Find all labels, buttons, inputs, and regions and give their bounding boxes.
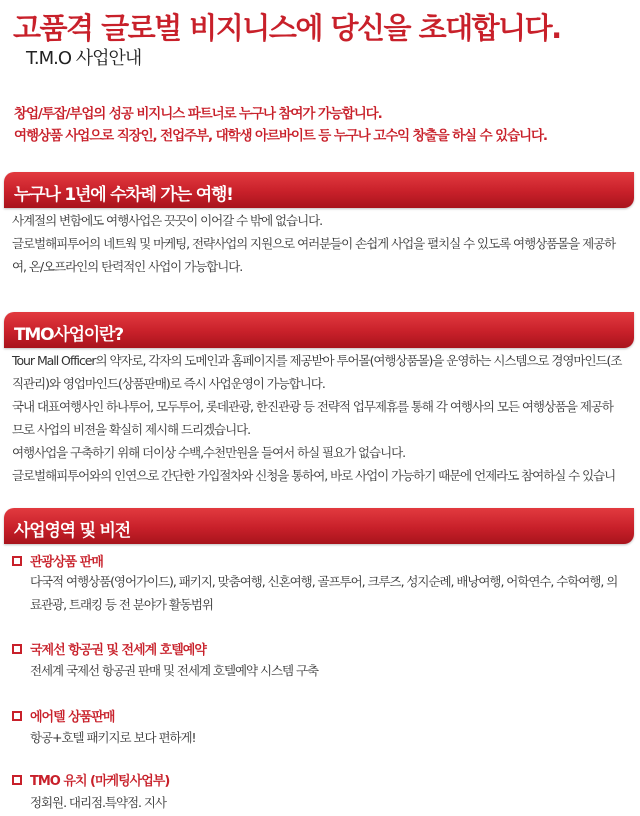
body-line: 므로 사업의 비젼을 확실히 제시해 드리겠습니다. <box>12 422 251 437</box>
section-travel-body <box>12 209 630 278</box>
square-bullet-icon <box>12 775 22 785</box>
body-line: 료관광, 트래킹 등 전 분야가 활동범위 <box>30 597 213 612</box>
business-item-airtel <box>12 706 114 725</box>
body-line: 전세계 국제선 항공권 판매 및 전세계 호텔예약 시스템 구축 <box>30 663 318 678</box>
page-title: 고품격 글로벌 비지니스에 당신을 초대합니다. <box>13 11 561 45</box>
item-label: TMO 유치 (마케팅사업부) <box>30 774 170 789</box>
body-line: Tour Mall Officer의 약자로, 각자의 도메인과 홈페이지를 제공받아 투어몰(여행상품몰)을 운영하는 시스템으로 경영마인드(조 <box>12 353 622 368</box>
body-line: 글로벌해피투어의 네트웍 및 마케팅, 전략사업의 지원으로 여러분들이 손쉽게 사업을 펼치실 수 있도록 여행상품몰을 제공하 <box>12 236 616 251</box>
page-subtitle: T.M.O 사업안내 <box>26 48 142 69</box>
body-line: 여행사업을 구축하기 위해 더이상 수백,수천만원을 들여서 하실 필요가 없습니다. <box>12 445 406 460</box>
item-body <box>30 659 630 682</box>
section-tmo-body <box>12 349 630 487</box>
intro-line: 여행상품 사업으로 직장인, 전업주부, 대학생 아르바이트 등 누구나 고수익 창출을 하실 수 있습니다. <box>14 128 547 144</box>
business-item-tourism <box>12 551 103 570</box>
section-title: 사업영역 및 비전 <box>14 521 130 541</box>
body-line: 직관리)와 영업마인드(상품판매)로 즉시 사업운영이 가능합니다. <box>12 376 325 391</box>
business-item-flights-hotels <box>12 639 206 658</box>
section-banner-tmo <box>4 312 634 348</box>
item-body <box>30 570 630 616</box>
item-label: 에어텔 상품판매 <box>30 710 115 725</box>
body-line: 항공+호텔 패키지로 보다 편하게! <box>30 730 196 745</box>
item-body <box>30 726 630 749</box>
intro-text <box>14 103 547 147</box>
square-bullet-icon <box>12 711 22 721</box>
body-line: 정회원. 대리점.특약점. 지사 <box>30 795 166 810</box>
item-body <box>30 791 630 814</box>
square-bullet-icon <box>12 644 22 654</box>
square-bullet-icon <box>12 556 22 566</box>
body-line: 글로벌해피투어와의 인연으로 간단한 가입절차와 신청을 통하여, 바로 사업이 가능하기 때문에 언제라도 참여하실 수 있습니 <box>12 468 616 483</box>
body-line: 여, 온/오프라인의 탄력적인 사업이 가능합니다. <box>12 259 243 274</box>
body-line: 다국적 여행상품(영어가이드), 패키지, 맞춤여행, 신혼여행, 골프투어, 크루즈, 성지순례, 배낭여행, 어학연수, 수학여행, 의 <box>30 574 618 589</box>
business-item-tmo-recruit <box>12 770 169 789</box>
body-line: 사계절의 변함에도 여행사업은 끗끗이 이어갈 수 밖에 없습니다. <box>12 213 323 228</box>
section-banner-business <box>4 508 634 544</box>
item-label: 국제선 항공권 및 전세계 호텔예약 <box>30 643 206 658</box>
body-line: 국내 대표여행사인 하나투어, 모두투어, 롯데관광, 한진관광 등 전략적 업무제휴를 통해 각 여행사의 모든 여행상품을 제공하 <box>12 399 613 414</box>
item-label: 관광상품 판매 <box>30 555 103 570</box>
section-banner-travel <box>4 172 634 208</box>
intro-line: 창업/투잡/부업의 성공 비지니스 파트너로 누구나 참여가 가능합니다. <box>14 106 382 122</box>
section-title: TMO사업이란? <box>14 325 123 345</box>
section-title: 누구나 1년에 수차례 가는 여행! <box>14 185 233 205</box>
